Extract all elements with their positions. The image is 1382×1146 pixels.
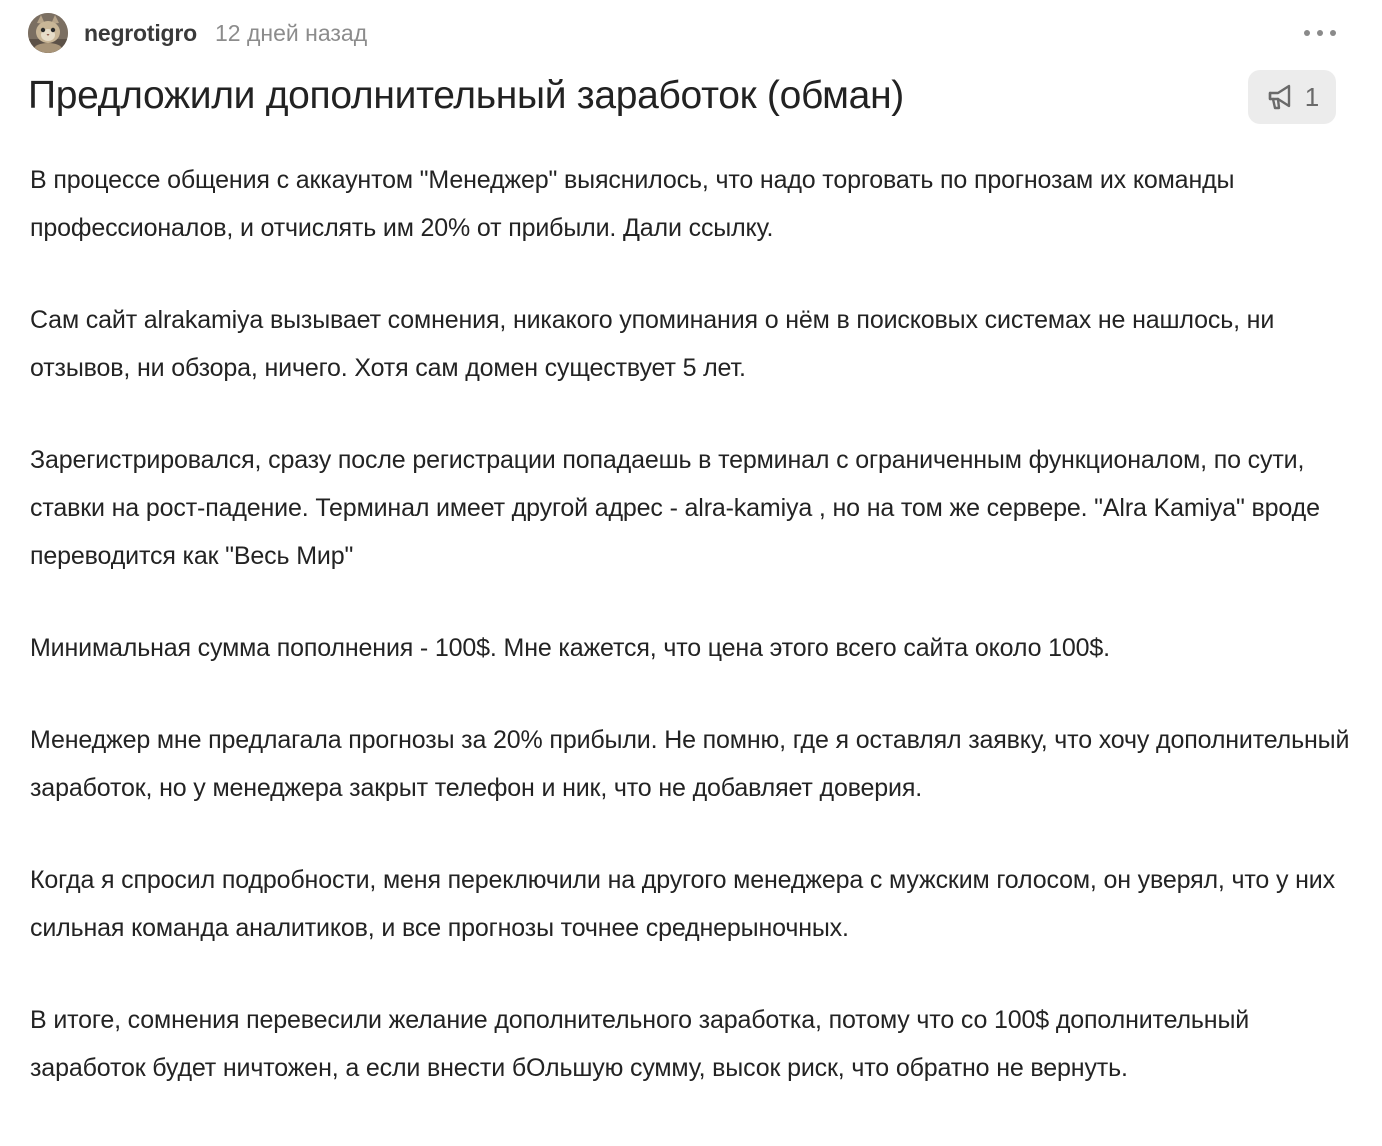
cat-avatar-icon: [28, 13, 68, 53]
reactions-button[interactable]: [1248, 70, 1336, 124]
author-username[interactable]: negrotigro: [84, 19, 197, 46]
post-paragraph: Сам сайт alrakamiya вызывает сомнения, никакого упоминания о нём в поисковых системах не нашлось, ни отзывов, ни обзора, ничего. Хотя сам домен существует 5 лет.: [30, 306, 1275, 382]
post-title: Предложили дополнительный заработок (обман): [28, 74, 904, 117]
post-author-row: [28, 12, 367, 54]
more-dot: [1304, 30, 1310, 36]
post-paragraph: В процессе общения с аккаунтом "Менеджер" выяснилось, что надо торговать по прогнозам их команды профессионалов, и отчислять им 20% от прибыли. Дали ссылку.: [30, 166, 1235, 242]
avatar[interactable]: [28, 13, 68, 53]
more-options-button[interactable]: [1298, 18, 1342, 48]
more-dot: [1330, 30, 1336, 36]
more-dot: [1317, 30, 1323, 36]
post-paragraph: Минимальная сумма пополнения - 100$. Мне кажется, что цена этого всего сайта около 100$.: [30, 634, 1110, 662]
reactions-count: 1: [1304, 81, 1320, 112]
post-timestamp[interactable]: 12 дней назад: [215, 19, 368, 46]
post-body: [30, 156, 1350, 1136]
post-paragraph: Когда я спросил подробности, меня переключили на другого менеджера с мужским голосом, он уверял, что у них сильная команда аналитиков, и все прогнозы точнее среднерыночных.: [30, 866, 1335, 942]
post-paragraph: В итоге, сомнения перевесили желание дополнительного заработка, потому что со 100$ дополнительный заработок будет ничтожен, а если внести бОльшую сумму, высок риск, что обратно не вернуть.: [30, 1006, 1250, 1082]
megaphone-icon: [1265, 83, 1295, 111]
more-horizontal-icon: [1304, 30, 1336, 36]
post-paragraph: Зарегистрировался, сразу после регистрации попадаешь в терминал с ограниченным функционалом, по сути, ставки на рост-падение. Терминал имеет другой адрес - alra-kamiya , но на том же сервере. "Alra Kamiya" вроде переводится как "Весь Мир": [30, 446, 1320, 570]
post-paragraph: Менеджер мне предлагала прогнозы за 20% прибыли. Не помню, где я оставлял заявку, что хочу дополнительный заработок, но у менеджера закрыт телефон и ник, что не добавляет доверия.: [30, 726, 1350, 802]
